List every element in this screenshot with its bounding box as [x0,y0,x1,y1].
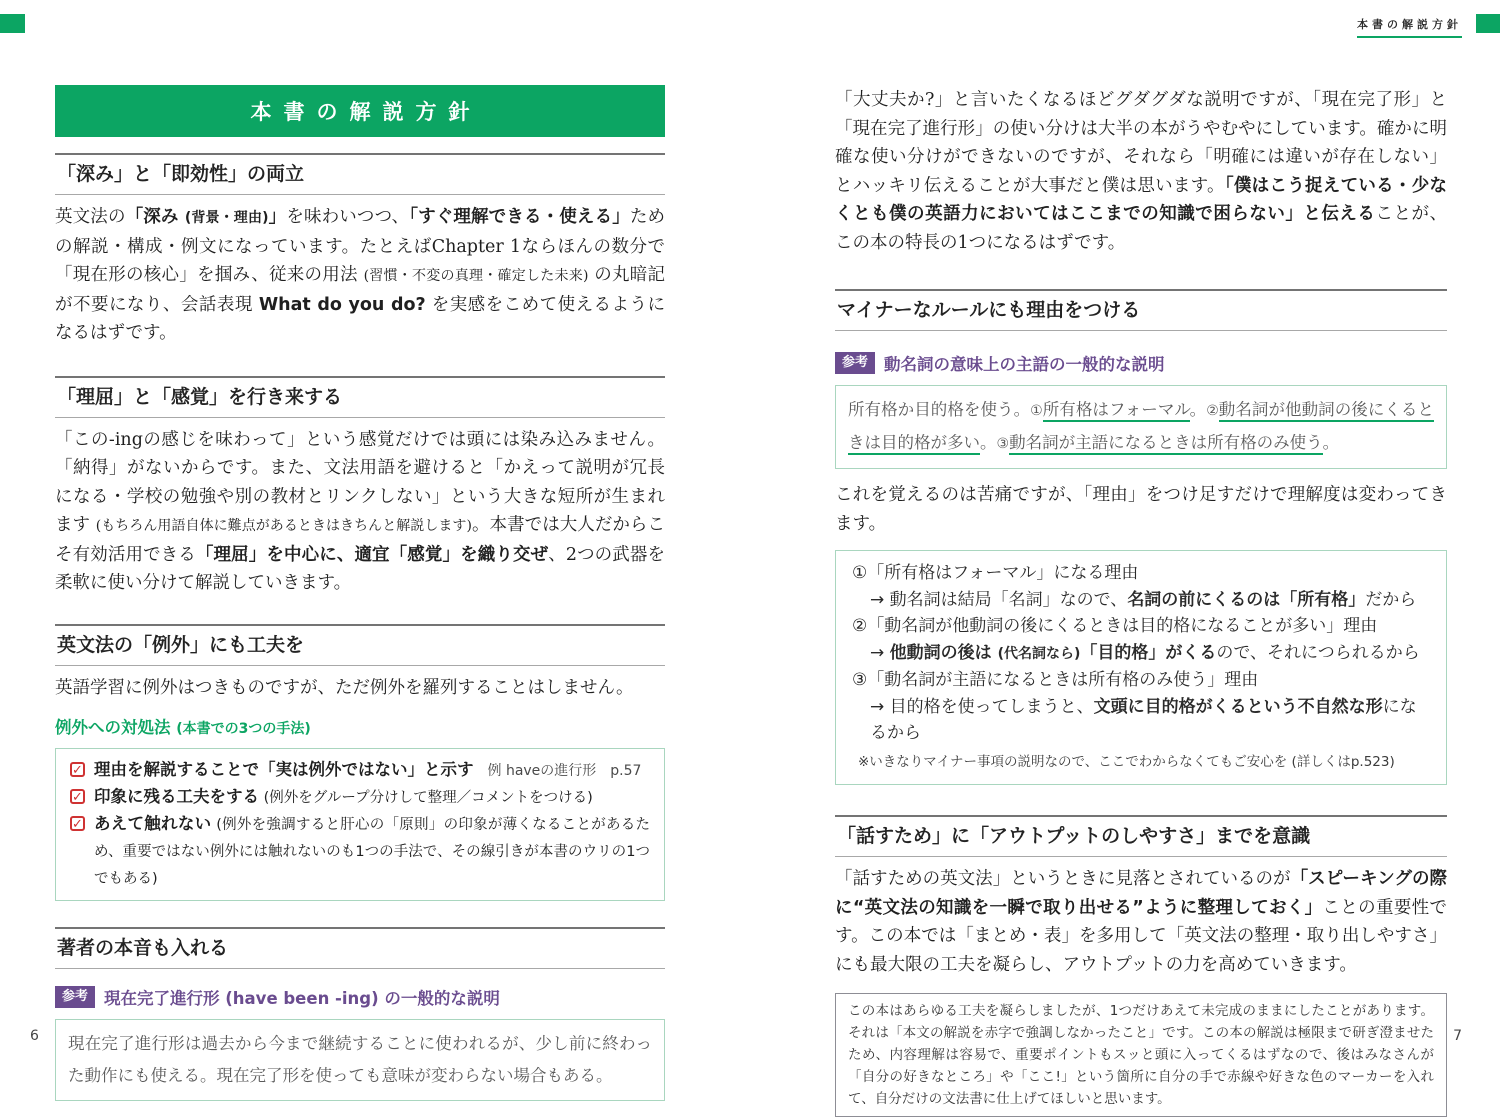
page-number-right: 7 [1453,1028,1462,1044]
checklist-item [70,757,650,784]
checklist-item-text [94,784,593,811]
reason-line: ①「所有格はフォーマル」になる理由 [852,563,1139,583]
outro-note-box: この本はあらゆる工夫を凝らしましたが、1つだけあえて未完成のままにしたことがあります。それは「本文の解説を赤字で強調しなかったこと」です。この本の解説は極限まで研ぎ澄ませたため、内容理解は容易で、重要ポイントもスッと頭に入ってくるはずなので、後はみなさんが「自分の好きなところ」や「ここ!」という箇所に自分の手で赤線や好きな色のマーカーを入れて、自分だけの文法書に仕上げてほしいと思います。 [835,993,1447,1117]
page-number-left: 6 [30,1028,39,1044]
checklist-item-label: あえて触れない [94,814,212,833]
checkbox-checked-icon: ✓ [70,762,85,777]
page-left [55,0,665,1101]
section-heading-exceptions: 英文法の「例外」にも工夫を [55,624,665,666]
running-head-title: 本書の解説方針 [1357,18,1462,31]
checklist-item-note: (例外をグループ分けして整理／コメントをつける) [259,790,593,806]
checkbox-checked-icon: ✓ [70,816,85,831]
checklist-item-note: (例外を強調すると肝心の「原則」の印象が薄くなることがあるため、重要ではない例外には触れないのも1つの手法で、その線引きが本書のウリの1つでもある) [94,817,651,887]
checklist-item [70,811,650,892]
reasons-card [835,550,1447,785]
reference-badge: 参考 [835,352,875,374]
checkbox-checked-icon: ✓ [70,789,85,804]
paragraph-exceptions: 英語学習に例外はつきものですが、ただ例外を羅列することはしません。 [55,677,634,698]
section-heading-output-ease: 「話すため」に「アウトプットのしやすさ」までを意識 [835,815,1447,857]
reference-row [835,351,1447,375]
section-heading-author-honesty: 著者の本音も入れる [55,927,665,969]
paragraph-intro: 「大丈夫か?」と言いたくなるほどグダグダな説明ですが、「現在完了形」と「現在完了進行形」の使い分けは大半の本がうやむやにしています。確かに明確な使い分けができないのですが、それなら「明確には違いが存在しない」とハッキリ伝えることが大事だと僕は思います。「僕はこう捉えている・少なくとも僕の英語力においてはここまでの知識で困らない」と伝えることが、この本の特長の1つになるはずです。 [835,90,1447,253]
checklist-item-text [94,811,650,892]
reference-row [55,985,665,1009]
reason-line: → 他動詞の後は (代名詞なら)「目的格」がくるので、それにつられるから [870,642,1420,663]
paragraph-logic-and-feel: 「この-ingの感じを味わって」という感覚だけでは頭には染み込みません。「納得」がないからです。また、文法用語を避けると「かえって説明が冗長になる・学校の勉強や別の教材とリンクしない」という大きな短所が生まれます (もちろん用語自体に難点があるときはきちんと解説します)。本書では大人だからこそ有効活用できる「理屈」を中心に、適宜「感覚」を織り交ぜ、2つの武器を柔軟に使い分けて解説していきます。 [55,429,666,593]
checklist-item [70,784,650,811]
page-title-banner [55,85,665,137]
page-right [835,0,1447,1117]
reason-line: → 動名詞は結局「名詞」なので、名詞の前にくるのは「所有格」だから [870,589,1417,610]
checklist-item-label: 印象に残る工夫をする [94,787,259,806]
section-heading-minor-rules: マイナーなルールにも理由をつける [835,289,1447,331]
section-heading-depth-and-speed: 「深み」と「即効性」の両立 [55,153,665,195]
paragraph-output-ease: 「話すための英文法」というときに見落とされているのが「スピーキングの際に“英文法の知識を一瞬で取り出せる”ように整理しておく」ことの重要性です。この本では「まとめ・表」を多用して「英文法の整理・取り出しやすさ」にも最大限の工夫を凝らし、アウトプットの力を高めていきます。 [835,869,1448,975]
chapter-tab-left [0,14,25,33]
reference-card-present-perfect: 現在完了進行形は過去から今まで継続することに使われるが、少し前に終わった動作にも使える。現在完了形を使っても意味が変わらない場合もある。 [55,1019,665,1101]
reason-line: ③「動名詞が主語になるときは所有格のみ使う」理由 [852,670,1259,690]
page-title: 本書の解説方針 [250,100,482,124]
section-heading-logic-and-feel: 「理屈」と「感覚」を行き来する [55,376,665,418]
checklist-item-text [94,757,641,784]
reference-card-gerund-subject: 所有格か目的格を使う。①所有格はフォーマル。②動名詞が他動詞の後にくるときは目的格が多い。③動名詞が主語になるときは所有格のみ使う。 [835,385,1447,469]
reason-footnote: ※いきなりマイナー事項の説明なので、ここでわからなくてもご安心を (詳しくはp.523) [858,753,1395,770]
reference-badge: 参考 [55,986,95,1008]
reference-title: 現在完了進行形 (have been -ing) の一般的な説明 [104,989,500,1008]
paragraph-depth-and-speed: 英文法の「深み (背景・理由)」を味わいつつ、「すぐ理解できる・使える」ための解説・構成・例文になっています。たとえばChapter 1ならほんの数分で「現在形の核心」を掴み、従来の用法 (習慣・不変の真理・確定した未来) の丸暗記が不要になり、会話表現 What do you do? を実感をこめて使えるようになるはずです。 [55,207,666,343]
checklist-item-reference: 例 haveの進行形 p.57 [487,763,642,779]
paragraph-bridge: これを覚えるのは苦痛ですが、「理由」をつけ足すだけで理解度は変わってきます。 [835,485,1447,534]
reason-line: → 目的格を使ってしまうと、文頭に目的格がくるという不自然な形になるから [870,696,1417,743]
checklist-item-label: 理由を解説することで「実は例外ではない」と示す [94,760,474,779]
reason-line: ②「動名詞が他動詞の後にくるときは目的格になることが多い」理由 [852,616,1378,636]
chapter-tab-right [1476,14,1500,33]
subheading-exception-methods: 例外への対処法 (本書での3つの手法) [55,718,311,737]
exception-methods-card [55,748,665,901]
reference-title: 動名詞の意味上の主語の一般的な説明 [884,355,1165,374]
